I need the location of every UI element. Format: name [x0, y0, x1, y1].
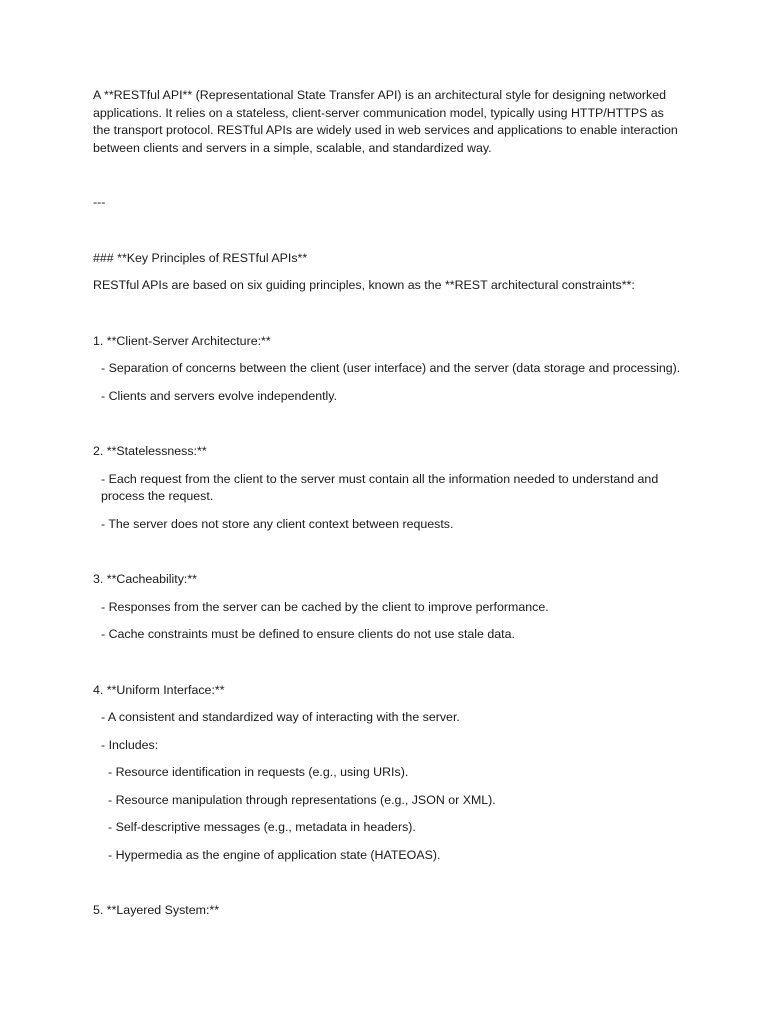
principle-point: - Includes: [101, 737, 159, 752]
principle-subpoint: - Resource manipulation through representations (e.g., JSON or XML). [108, 792, 496, 807]
intro-paragraph: A **RESTful API** (Representational State Transfer API) is an architectural style for designing networked applications. It relies on a stateless, client-server communication model, typically using HTTP/HTTPS as the transport protocol. RESTful APIs are widely used in web services and applications to enable interaction between clients and servers in a simple, scalable, and standardized way. [93, 88, 682, 155]
principle-point: - Cache constraints must be defined to ensure clients do not use stale data. [101, 627, 515, 641]
section-heading: ### **Key Principles of RESTful APIs** [93, 250, 308, 265]
principle-title-statelessness: 2. **Statelessness:** [93, 444, 207, 458]
principle-title-layered-system: 5. **Layered System:** [93, 903, 220, 917]
section-lead: RESTful APIs are based on six guiding principles, known as the **REST architectural constraints**: [93, 278, 635, 292]
principle-subpoint: - Hypermedia as the engine of application state (HATEOAS). [108, 847, 441, 862]
principle-point: - Clients and servers evolve independently. [101, 388, 338, 403]
principle-point: - A consistent and standardized way of interacting with the server. [101, 710, 460, 724]
principle-title-cacheability: 3. **Cacheability:** [93, 572, 198, 586]
principle-title-client-server: 1. **Client-Server Architecture:** [93, 333, 271, 348]
principle-point: - Each request from the client to the server must contain all the information needed to understand and process the request. [101, 471, 662, 503]
document-page [93, 87, 683, 930]
horizontal-rule-marker: --- [93, 195, 106, 209]
principle-subpoint: - Resource identification in requests (e.g., using URIs). [108, 765, 409, 779]
principle-point: - The server does not store any client context between requests. [101, 516, 454, 531]
principle-subpoint: - Self-descriptive messages (e.g., metadata in headers). [108, 820, 416, 834]
principle-point: - Responses from the server can be cached by the client to improve performance. [101, 599, 549, 614]
principle-point: - Separation of concerns between the client (user interface) and the server (data storage and processing). [101, 361, 681, 375]
principle-title-uniform-interface: 4. **Uniform Interface:** [93, 682, 225, 697]
